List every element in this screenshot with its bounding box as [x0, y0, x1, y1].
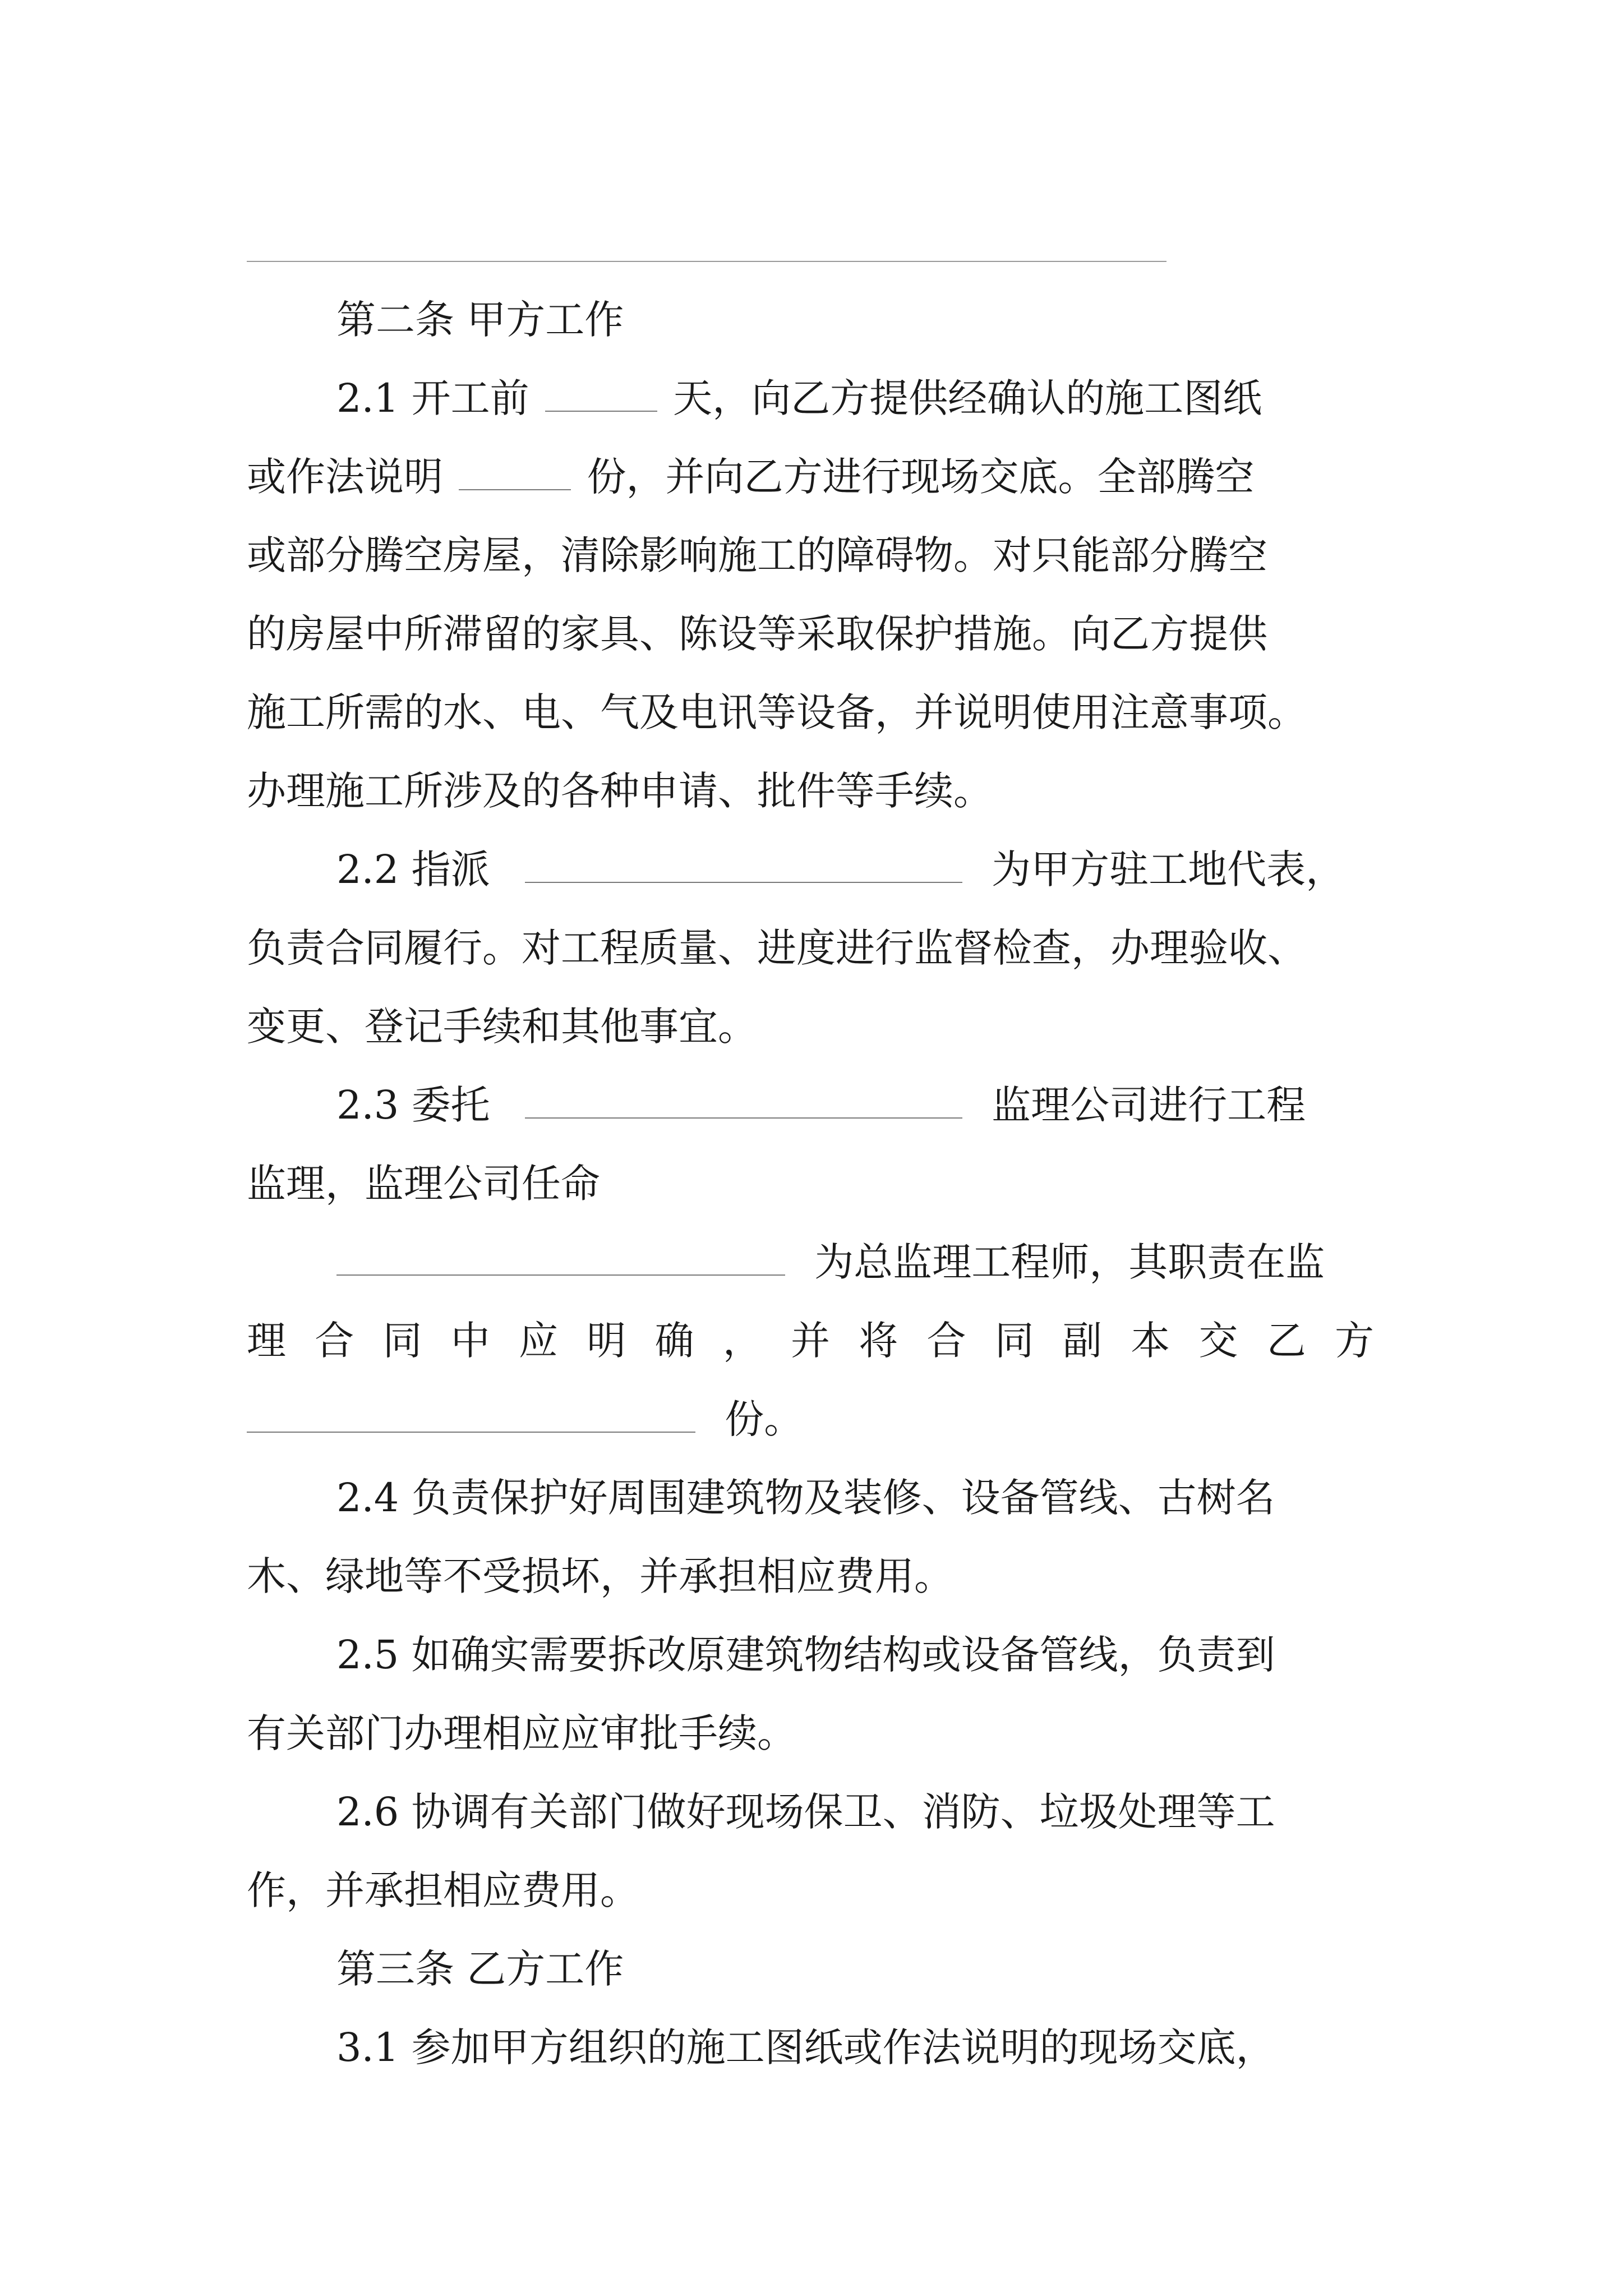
- clause-2-1-text-b: 天，向乙方提供经确认的施工图纸: [673, 375, 1262, 421]
- blank-copies: [459, 485, 571, 490]
- clause-2-1-line-1: [336, 365, 1262, 432]
- clause-2-5-line-2: 有关部门办理相应应审批手续。: [247, 1710, 796, 1756]
- clause-2-3-text-a: 2.3 委托: [336, 1082, 490, 1128]
- clause-2-3-text-d: 份。: [725, 1396, 804, 1442]
- clause-2-6-line-1: 2.6 协调有关部门做好现场保卫、消防、垃圾处理等工: [336, 1789, 1275, 1835]
- clause-2-1-line-4: 的房屋中所滞留的家具、陈设等采取保护措施。向乙方提供: [247, 611, 1267, 657]
- clause-2-3-line-3: [336, 1228, 1325, 1296]
- clause-2-2-line-3: 变更、登记手续和其他事宜。: [247, 1004, 757, 1050]
- clause-2-1-line-3: 或部分腾空房屋，清除影响施工的障碍物。对只能部分腾空: [247, 532, 1267, 578]
- article-3-heading: 第三条 乙方工作: [336, 1946, 624, 1992]
- clause-2-1-line-6: 办理施工所涉及的各种申请、批件等手续。: [247, 768, 993, 814]
- clause-2-1-text-a: 2.1 开工前: [336, 375, 529, 421]
- clause-2-1-line-5: 施工所需的水、电、气及电讯等设备，并说明使用注意事项。: [247, 689, 1307, 735]
- clause-2-2-text-a: 2.2 指派: [336, 846, 490, 892]
- blank-supervision-company: [525, 1113, 962, 1119]
- clause-2-3-line-4: 理合同中应明确，并将合同副本交乙方: [247, 1318, 1374, 1364]
- blank-site-representative: [525, 877, 962, 883]
- clause-2-2-line-1: [336, 836, 1345, 903]
- clause-2-1-text-d: 份，并向乙方进行现场交底。全部腾空: [587, 454, 1255, 500]
- clause-2-2-line-2: 负责合同履行。对工程质量、进度进行监督检查，办理验收、: [247, 925, 1307, 971]
- clause-2-5-line-1: 2.5 如确实需要拆改原建筑物结构或设备管线，负责到: [336, 1632, 1275, 1678]
- clause-2-2-text-b: 为甲方驻工地代表，: [992, 846, 1345, 892]
- blank-days: [545, 406, 657, 412]
- clause-2-1-line-2: [247, 443, 1255, 510]
- clause-2-6-line-2: 作，并承担相应费用。: [247, 1867, 639, 1913]
- header-rule: [247, 261, 1166, 262]
- clause-2-4-line-2: 木、绿地等不受损坏，并承担相应费用。: [247, 1553, 953, 1599]
- blank-copy-count: [247, 1427, 695, 1433]
- clause-2-1-text-c: 或作法说明: [247, 454, 443, 500]
- clause-2-3-text-b: 监理公司进行工程: [992, 1082, 1306, 1128]
- article-2-heading: 第二条 甲方工作: [336, 297, 624, 343]
- clause-3-1-line-1: 3.1 参加甲方组织的施工图纸或作法说明的现场交底，: [336, 2024, 1275, 2070]
- clause-2-3-line-2: 监理，监理公司任命: [247, 1161, 600, 1207]
- clause-2-4-line-1: 2.4 负责保护好周围建筑物及装修、设备管线、古树名: [336, 1475, 1275, 1521]
- clause-2-3-text-c: 为总监理工程师，其职责在监: [814, 1239, 1325, 1285]
- clause-2-3-line-5: [247, 1386, 803, 1453]
- clause-2-3-line-1: [336, 1071, 1306, 1139]
- blank-chief-engineer: [336, 1270, 785, 1276]
